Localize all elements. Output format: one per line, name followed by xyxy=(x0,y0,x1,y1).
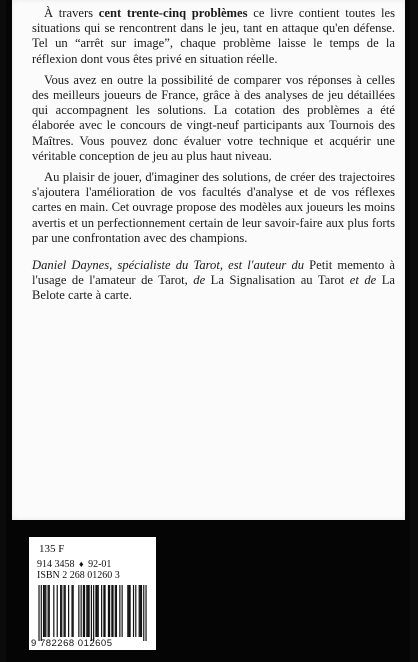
barcode-bar xyxy=(38,585,39,641)
barcode-bar xyxy=(61,585,62,637)
barcode-bar xyxy=(96,585,97,637)
barcode-bar xyxy=(115,585,116,637)
barcode-bar xyxy=(93,585,94,641)
barcode-bar xyxy=(130,585,131,637)
barcode-bar xyxy=(41,585,42,641)
barcode-bar xyxy=(122,585,123,637)
barcode-bar xyxy=(68,585,69,637)
barcode-bar xyxy=(111,585,112,637)
barcode-bar xyxy=(127,585,128,637)
author-note-italic-1: Daniel Daynes, spécialiste du Tarot, est l'auteur du xyxy=(32,258,305,273)
barcode-bar xyxy=(65,585,66,637)
barcode-bar xyxy=(119,585,120,637)
barcode-bar xyxy=(91,585,92,641)
barcode-bar xyxy=(81,585,82,637)
isbn-label: ISBN 2 268 01260 3 xyxy=(37,570,120,581)
barcode-bar xyxy=(71,585,72,637)
barcode-bar xyxy=(43,585,44,637)
barcode-bar xyxy=(141,585,142,637)
barcode-bar xyxy=(133,585,134,637)
barcode-bar xyxy=(95,585,96,637)
barcode-bar xyxy=(103,585,104,637)
paragraph-2: Vous avez en outre la possibilité de comparer vos réponses à celles des meilleurs joueurs de France, grâce à des analyses de jeu détaillées qui accompagnent les solutions. La cotation des problèmes a été élaborée avec le concours de vingt-neuf participants aux Tournois des Maîtres. Vous pouvez donc évaluer votre technique et acquérir une véritable conception de jeu au plus haut niveau. xyxy=(32,72,395,163)
barcode-bar xyxy=(109,585,110,637)
blurb xyxy=(32,6,395,310)
barcode-bar xyxy=(145,585,146,641)
publisher-logo-icon: ♦ xyxy=(79,559,84,569)
author-note-title-1: Petit memento à l'usage de l'amateur de Tarot, xyxy=(32,258,395,288)
barcode-bar xyxy=(108,585,109,637)
barcode-bar xyxy=(60,585,61,637)
barcode-bar xyxy=(140,585,141,637)
barcode-bar xyxy=(104,585,105,637)
barcode-bar xyxy=(83,585,84,637)
paragraph-1 xyxy=(32,6,395,67)
barcode-bar xyxy=(128,585,129,637)
author-note-italic-2: de xyxy=(187,273,206,288)
barcode-bar xyxy=(48,585,49,637)
paragraph-1-lead: À travers xyxy=(44,6,99,20)
ean-first-digit: 9 xyxy=(31,638,37,649)
barcode-bar xyxy=(63,585,64,637)
ean-group-2: 012605 xyxy=(77,638,113,649)
barcode-bar xyxy=(101,585,102,637)
barcode-bars xyxy=(35,585,150,641)
barcode-bar xyxy=(73,585,74,637)
barcode-bar xyxy=(57,585,58,637)
catalog-code-right: 92-01 xyxy=(88,559,112,570)
barcode-bar xyxy=(78,585,79,637)
barcode-bar xyxy=(44,585,45,637)
price-label: 135 F xyxy=(39,543,65,555)
text-panel xyxy=(12,0,405,520)
barcode-bar xyxy=(98,585,99,637)
paragraph-3: Au plaisir de jouer, d'imaginer des solutions, de créer des trajectoires s'ajoutera l'amélioration de vos facultés d'analyse et de vos réflexes cartes en main. Cet ouvrage propose des modèles aux joueurs les moins avertis et un perfectionnement certain de leur savoir-faire aux plus forts par une confrontation avec des champions. xyxy=(32,170,395,245)
book-back-cover xyxy=(6,0,410,662)
paragraph-1-bold: cent trente-cinq problèmes xyxy=(98,6,248,20)
barcode-bar xyxy=(49,585,50,637)
barcode-bar xyxy=(45,585,46,637)
author-note-title-2: La Signalisation au Tarot xyxy=(205,273,345,288)
barcode-bar xyxy=(135,585,136,637)
barcode-bar xyxy=(86,585,87,637)
catalog-code-left: 914 3458 xyxy=(37,559,75,570)
barcode-bar xyxy=(143,585,144,641)
author-note-title-3: La Belote carte à carte. xyxy=(32,273,395,303)
author-note xyxy=(32,258,395,304)
barcode-bar xyxy=(116,585,117,637)
barcode-bar xyxy=(87,585,88,637)
barcode-bar xyxy=(89,585,90,637)
barcode-bar xyxy=(139,585,140,637)
barcode-bar xyxy=(53,585,54,637)
barcode-bar xyxy=(112,585,113,637)
barcode-box xyxy=(29,537,156,650)
barcode-bar xyxy=(84,585,85,637)
ean-number xyxy=(31,638,154,649)
paragraph-1-rest: ce livre contient toutes les situations qui se rencontrent dans le jeu, tant en attaque qu'en défense. Tel un “arrêt sur image”, chaque problème laisse le temps de la réflexion dont vous êtes privé en situation réelle. xyxy=(32,6,395,66)
author-note-italic-3: et de xyxy=(344,273,377,288)
ean-group-1: 782268 xyxy=(39,638,75,649)
